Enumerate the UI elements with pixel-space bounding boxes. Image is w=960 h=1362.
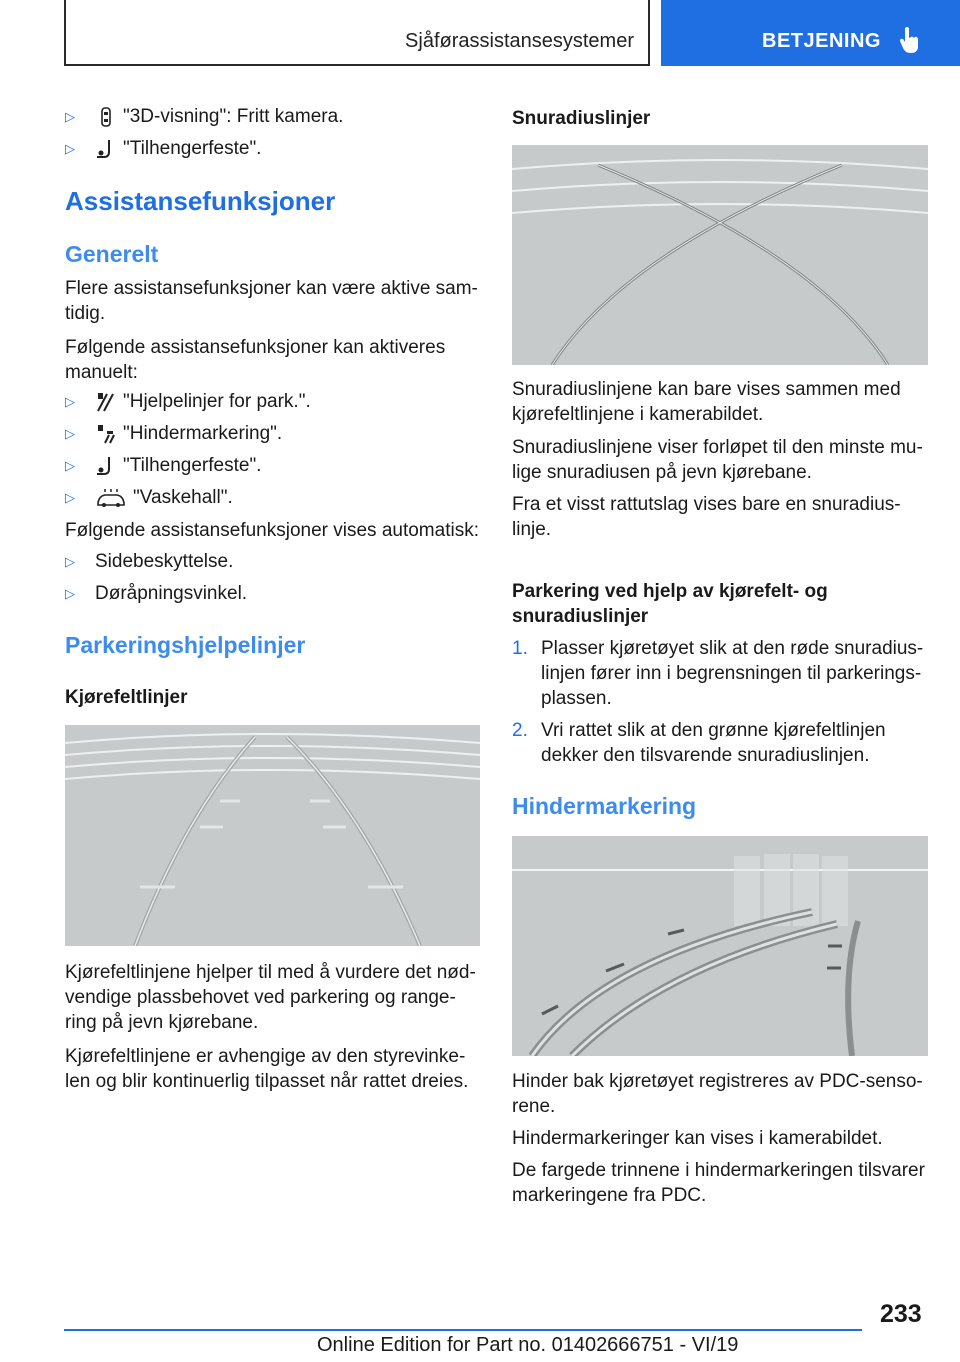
paragraph: Følgende assistansefunksjoner vises automatisk: bbox=[65, 520, 479, 541]
paragraph: Følgende assistansefunksjoner kan aktiveres manuelt: bbox=[65, 337, 446, 383]
list-item bbox=[65, 138, 261, 160]
hand-pointer-icon bbox=[899, 26, 921, 54]
heading-assistance-functions: Assistansefunksjoner bbox=[65, 186, 336, 216]
header-chapter-tab[interactable] bbox=[661, 0, 960, 66]
bullet-triangle-icon: ▷ bbox=[65, 458, 75, 473]
list-item bbox=[65, 455, 261, 477]
paragraph: Fra et visst rattutslag vises bare en snuradius- linje. bbox=[512, 494, 901, 540]
footer-edition: Online Edition for Part no. 01402666751 - VI/19 bbox=[317, 1334, 739, 1356]
bullet-triangle-icon: ▷ bbox=[65, 109, 75, 124]
list-item bbox=[65, 583, 247, 605]
list-item bbox=[65, 391, 311, 413]
paragraph: Hinder bak kjøretøyet registreres av PDC-senso- rene. bbox=[512, 1071, 923, 1117]
heading-lane-lines: Kjørefeltlinjer bbox=[65, 687, 188, 708]
header-section-box bbox=[64, 0, 650, 66]
paragraph: Flere assistansefunksjoner kan være aktive sam- tidig. bbox=[65, 278, 478, 324]
bullet-triangle-icon: ▷ bbox=[65, 586, 75, 601]
paragraph: Snuradiuslinjene kan bare vises sammen med kjørefeltlinjene i kamerabildet. bbox=[512, 379, 901, 425]
step-text: Vri rattet slik at den grønne kjørefeltlinjen dekker den tilsvarende snuradiuslinjen. bbox=[541, 720, 886, 766]
list-item-text: "Vaskehall". bbox=[133, 487, 233, 508]
heading-parking-with-lines: Parkering ved hjelp av kjørefelt- og snuradiuslinjer bbox=[512, 581, 828, 627]
step-item bbox=[512, 718, 928, 768]
list-item bbox=[65, 106, 343, 128]
step-number: 1. bbox=[512, 638, 528, 659]
list-item bbox=[65, 551, 233, 573]
heading-parking-lines: Parkeringshjelpelinjer bbox=[65, 632, 306, 658]
bullet-triangle-icon: ▷ bbox=[65, 394, 75, 409]
parking-lines-icon bbox=[95, 391, 121, 413]
obstacle-marking-icon bbox=[95, 423, 121, 445]
bullet-triangle-icon: ▷ bbox=[65, 490, 75, 505]
heading-obstacle-marking: Hindermarkering bbox=[512, 793, 697, 819]
paragraph: Snuradiuslinjene viser forløpet til den minste mu- lige snuradiusen på jevn kjørebane. bbox=[512, 437, 923, 483]
step-item bbox=[512, 636, 928, 711]
trailer-hitch-icon bbox=[95, 455, 121, 477]
step-number: 2. bbox=[512, 720, 528, 741]
turning-radius-figure bbox=[512, 145, 928, 365]
paragraph: Kjørefeltlinjene hjelper til med å vurdere det nød- vendige plassbehovet ved parkering og range- ring på jevn kjørebane. bbox=[65, 962, 476, 1033]
paragraph: De fargede trinnene i hindermarkeringen tilsvarer markeringene fra PDC. bbox=[512, 1160, 925, 1206]
list-item bbox=[65, 487, 233, 509]
page-number: 233 bbox=[880, 1300, 922, 1328]
paragraph: Kjørefeltlinjene er avhengige av den styrevinke- len og blir kontinuerlig tilpasset når rattet dreies. bbox=[65, 1046, 469, 1092]
footer-divider bbox=[64, 1329, 862, 1331]
car-wash-icon bbox=[95, 487, 131, 509]
lane-lines-figure bbox=[65, 725, 480, 946]
list-item bbox=[65, 423, 282, 445]
list-item-text: "3D-visning": Fritt kamera. bbox=[123, 106, 344, 127]
list-item-text: "Tilhengerfeste". bbox=[123, 455, 262, 476]
obstacle-marking-figure bbox=[512, 836, 928, 1056]
step-text: Plasser kjøretøyet slik at den røde snuradius- linjen fører inn i begrensningen til parkerings- plassen. bbox=[541, 638, 924, 709]
header-section-title: Sjåførassistansesystemer bbox=[405, 30, 634, 52]
3d-view-icon bbox=[95, 106, 121, 128]
list-item-text: Døråpningsvinkel. bbox=[95, 583, 248, 604]
heading-turning-radius-lines: Snuradiuslinjer bbox=[512, 108, 651, 129]
bullet-triangle-icon: ▷ bbox=[65, 554, 75, 569]
list-item-text: "Hindermarkering". bbox=[123, 423, 283, 444]
bullet-triangle-icon: ▷ bbox=[65, 141, 75, 156]
paragraph: Hindermarkeringer kan vises i kamerabildet. bbox=[512, 1128, 883, 1149]
list-item-text: "Hjelpelinjer for park.". bbox=[123, 391, 311, 412]
heading-general: Generelt bbox=[65, 241, 159, 267]
list-item-text: Sidebeskyttelse. bbox=[95, 551, 234, 572]
trailer-hitch-icon bbox=[95, 138, 121, 160]
bullet-triangle-icon: ▷ bbox=[65, 426, 75, 441]
list-item-text: "Tilhengerfeste". bbox=[123, 138, 262, 159]
header-chapter-title: BETJENING bbox=[762, 30, 881, 52]
